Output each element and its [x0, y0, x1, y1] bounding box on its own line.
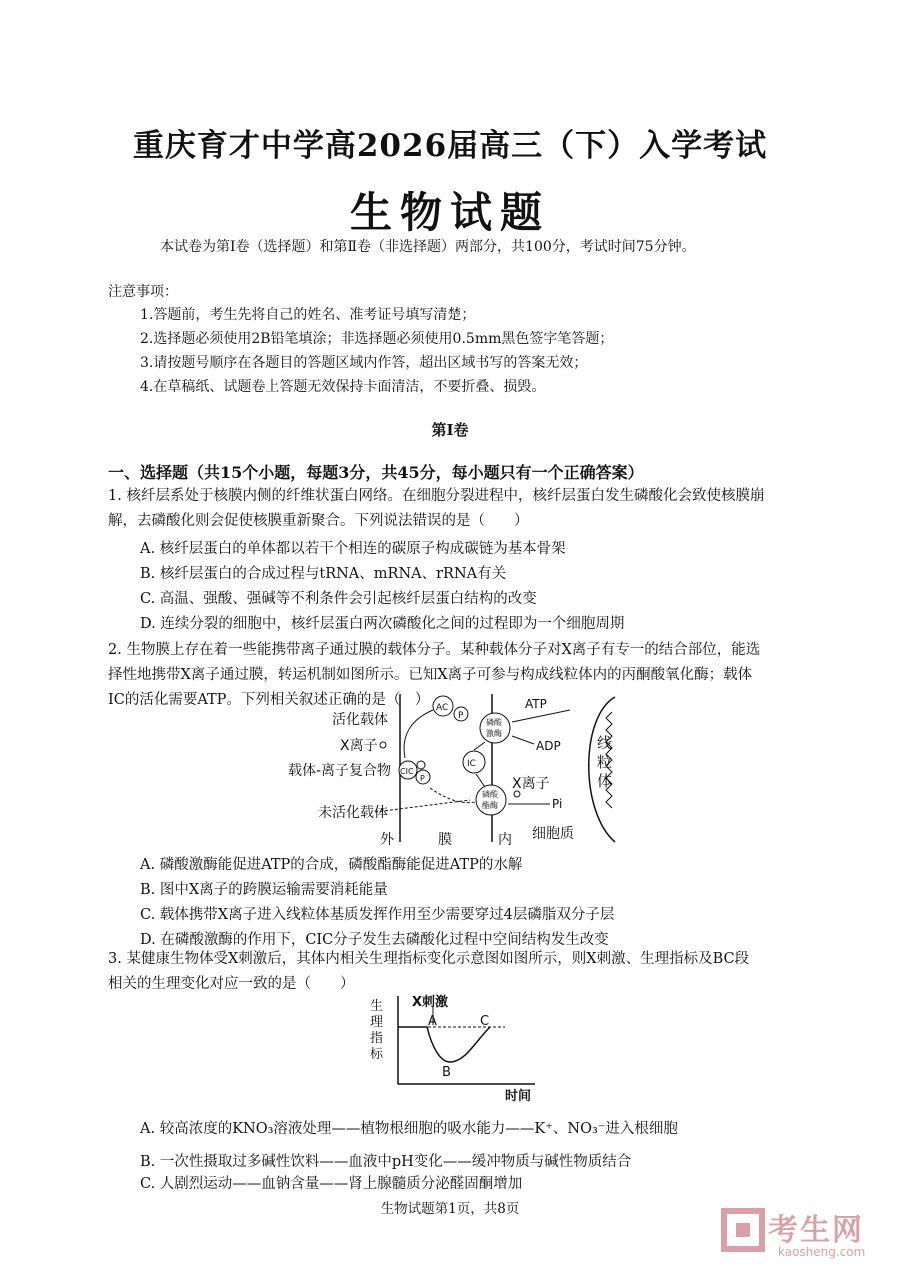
- carrier-transport-diagram: [280, 692, 650, 852]
- q2-stem-line: 择性地携带X离子通过膜，转运机制如图所示。已知X离子可参与构成线粒体内的丙酮酸氧化酶；载体: [108, 667, 753, 683]
- exam-title: 重庆育才中学高2026届高三（下）入学考试: [132, 128, 768, 164]
- q3-stem-line: 3. 某健康生物体受X刺激后，其体内相关生理指标变化示意图如图所示，则X刺激、生理指标及BC段: [108, 951, 750, 967]
- point-b-label: B: [442, 1065, 451, 1080]
- physiology-graph: [370, 992, 540, 1102]
- q1-option-a: A. 核纤层蛋白的单体都以若干个相连的碳原子构成碳链为基本骨架: [140, 541, 566, 557]
- atp-label: ATP: [525, 697, 547, 711]
- stimulus-label: X刺激: [412, 995, 449, 1010]
- svg-text:酯酶: 酯酶: [482, 801, 498, 810]
- part-title: 第Ⅰ卷: [431, 421, 469, 439]
- exam-intro: 本试卷为第Ⅰ卷（选择题）和第Ⅱ卷（非选择题）两部分，共100分，考试时间75分钟。: [160, 239, 696, 255]
- q3-option-b: B. 一次性摄取过多碱性饮料——血液中pH变化——缓冲物质与碱性物质结合: [140, 1154, 632, 1170]
- watermark-text: 考生网: [768, 1213, 864, 1248]
- phosphatase-label: 磷酸: [482, 790, 498, 799]
- svg-text:标: 标: [370, 1047, 384, 1062]
- q2-option-a: A. 磷酸激酶能促进ATP的合成，磷酸酯酶能促进ATP的水解: [140, 857, 523, 873]
- note-item: 1.答题前，考生先将自己的姓名、准考证号填写清楚；: [140, 307, 476, 323]
- svg-text:P: P: [420, 774, 425, 783]
- subject-title: 生物试题: [349, 188, 550, 237]
- kinase-label: 磷酸: [486, 718, 502, 727]
- notes-heading: 注意事项：: [108, 284, 178, 300]
- q1-option-c: C. 高温、强酸、强碱等不利条件会引起核纤层蛋白结构的改变: [140, 591, 537, 607]
- xlabel: 时间: [505, 1089, 532, 1102]
- outside-label: 外: [380, 832, 394, 848]
- q3-stem-line: 相关的生理变化对应一致的是（ ）: [108, 976, 355, 992]
- q3-option-c: C. 人剧烈运动——血钠含量——肾上腺髓质分泌醛固酮增加: [140, 1176, 523, 1192]
- svg-text:指: 指: [370, 1031, 384, 1046]
- mitochondria-label: 线: [597, 734, 613, 752]
- q1-option-d: D. 连续分裂的细胞中，核纤层蛋白两次磷酸化之间的过程即为一个细胞周期: [140, 616, 625, 632]
- ic-label: IC: [467, 759, 476, 769]
- section-title: 一、选择题（共15个小题，每题3分，共45分，每小题只有一个正确答案）: [108, 463, 644, 482]
- adp-label: ADP: [536, 739, 561, 753]
- note-item: 2.选择题必须使用2B铅笔填涂；非选择题必须使用0.5mm黑色签字笔答题；: [140, 331, 614, 347]
- q1-stem-line: 1. 核纤层系处于核膜内侧的纤维状蛋白网络。在细胞分裂进程中，核纤层蛋白发生磷酸化会致使核膜崩: [108, 488, 765, 504]
- svg-text:粒: 粒: [597, 753, 613, 771]
- ac-label: AC: [436, 703, 449, 713]
- point-c-label: C: [480, 1014, 490, 1029]
- cytoplasm-label: 细胞质: [532, 826, 574, 842]
- inside-label: 内: [498, 832, 512, 848]
- q2-option-b: B. 图中X离子的跨膜运输需要消耗能量: [140, 882, 388, 898]
- activated-carrier-label: 活化载体: [332, 712, 388, 728]
- ylabel: 生: [370, 999, 384, 1014]
- q3-option-a: A. 较高浓度的KNO₃溶液处理——植物根细胞的吸水能力——K⁺、NO₃⁻进入根细胞: [140, 1121, 678, 1137]
- x-ion-label: X离子: [340, 738, 378, 754]
- membrane-label: 膜: [438, 832, 452, 848]
- pi-label: Pi: [552, 797, 563, 811]
- x-ion-label: X离子: [512, 776, 550, 792]
- q1-option-b: B. 核纤层蛋白的合成过程与tRNA、mRNA、rRNA有关: [140, 566, 507, 582]
- svg-text:体: 体: [597, 772, 613, 790]
- complex-label: 载体-离子复合物: [288, 763, 392, 779]
- page-footer: 生物试题第1页，共8页: [380, 1201, 520, 1217]
- watermark-sub: kaosheng.com: [778, 1245, 866, 1259]
- q1-stem-line: 解，去磷酸化则会促使核膜重新聚合。下列说法错误的是（ ）: [108, 513, 529, 529]
- svg-text:激酶: 激酶: [486, 729, 502, 738]
- q2-option-c: C. 载体携带X离子进入线粒体基质发挥作用至少需要穿过4层磷脂双分子层: [140, 907, 615, 923]
- svg-text:理: 理: [370, 1015, 384, 1030]
- cic-label: CIC: [400, 767, 414, 776]
- note-item: 4.在草稿纸、试题卷上答题无效保持卡面清洁，不要折叠、损毁。: [140, 379, 546, 395]
- q2-option-d: D. 在磷酸激酶的作用下，CIC分子发生去磷酸化过程中空间结构发生改变: [140, 932, 609, 948]
- point-a-label: A: [428, 1014, 437, 1029]
- p-label: P: [458, 711, 464, 721]
- q2-stem-line: 2. 生物膜上存在着一些能携带离子通过膜的载体分子。某种载体分子对X离子有专一的结合部位，能选: [108, 642, 761, 658]
- q2-stem-line: IC的活化需要ATP。下列相关叙述正确的是（ ）: [108, 692, 430, 708]
- note-item: 3.请按题号顺序在各题目的答题区域内作答，超出区域书写的答案无效；: [140, 355, 588, 371]
- inactive-carrier-label: 未活化载体: [318, 805, 388, 821]
